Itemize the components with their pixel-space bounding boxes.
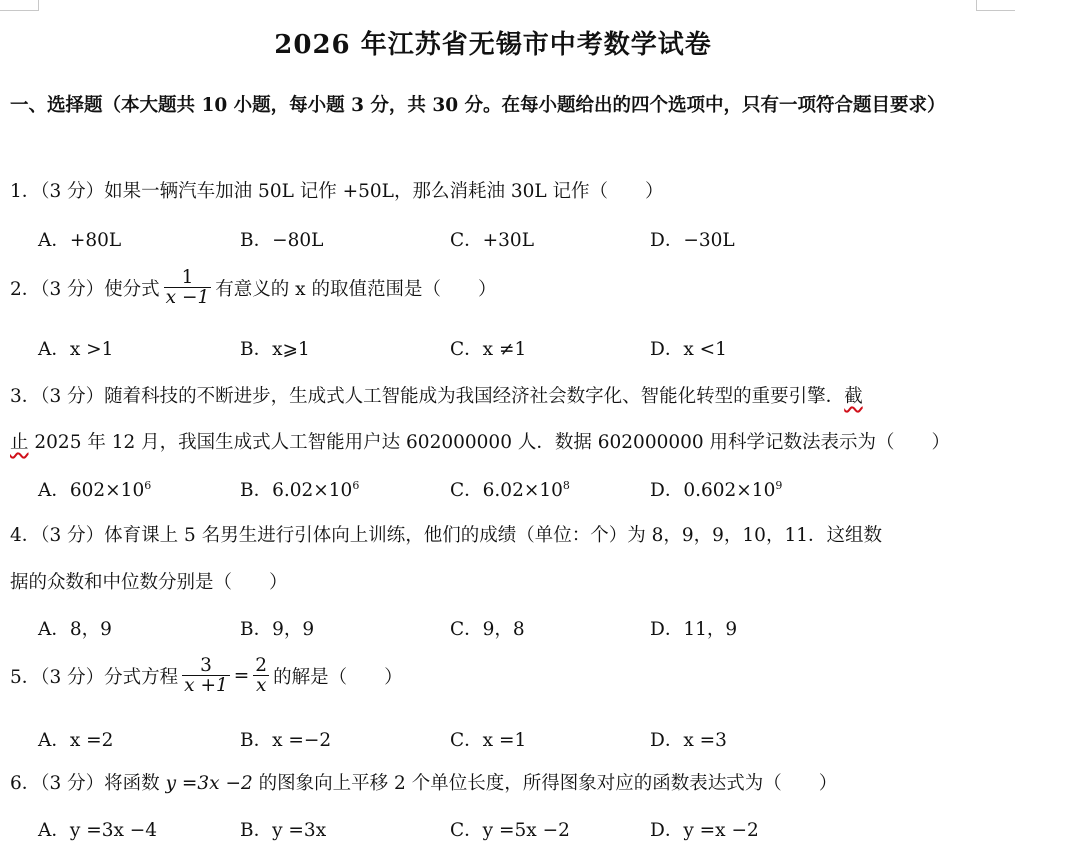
- question-5-option-d: D．x =3: [650, 730, 727, 751]
- page-title: 2026 年江苏省无锡市中考数学试卷: [274, 30, 712, 60]
- question-4-option-d: D．11，9: [650, 619, 738, 640]
- question-5-option-b: B．x =−2: [240, 730, 332, 751]
- question-3-line-2: [10, 428, 950, 454]
- question-6-option-d: D．y =x −2: [650, 820, 759, 841]
- question-4-option-a: A．8，9: [38, 619, 112, 640]
- question-2-option-d: D．x <1: [650, 339, 727, 360]
- question-5-option-c: C．x =1: [450, 730, 527, 751]
- question-5-fraction-right-numerator: 2: [255, 655, 268, 676]
- question-3-option-a-exponent: 6: [144, 478, 152, 492]
- page-corner-mark-right: [976, 0, 1015, 11]
- question-3-option-c-base: C．6.02×10: [450, 480, 563, 501]
- question-2-stem-suffix: 有意义的 x 的取值范围是（ ）: [215, 278, 497, 300]
- question-2-fraction-denominator: x −1: [165, 287, 210, 309]
- question-4-line-2: 据的众数和中位数分别是（ ）: [10, 572, 288, 593]
- question-4-line-1: 4．（3 分）体育课上 5 名男生进行引体向上训练，他们的成绩（单位：个）为 8，9，9，10，11．这组数: [10, 525, 882, 546]
- question-3-line-1: [10, 382, 863, 408]
- question-2-option-c: C．x ≠1: [450, 339, 527, 360]
- spellcheck-underlined-word-continued: 止: [10, 432, 29, 453]
- question-5-fraction-left-numerator: 3: [200, 655, 212, 676]
- page-corner-mark-left: [0, 0, 39, 11]
- question-2-stem-prefix: 2．（3 分）使分式: [10, 278, 160, 300]
- question-3-line-1-text: 3．（3 分）随着科技的不断进步，生成式人工智能成为我国经济社会数字化、智能化转型的重要引擎．: [10, 386, 845, 407]
- question-1-option-b: B．−80L: [240, 230, 324, 251]
- question-1-stem: 1．（3 分）如果一辆汽车加油 50L 记作 +50L，那么消耗油 30L 记作（ ）: [10, 181, 664, 202]
- question-6-option-a: A．y =3x −4: [38, 820, 158, 841]
- question-4-option-c: C．9，8: [450, 619, 525, 640]
- question-5-stem: [10, 656, 403, 696]
- question-6-stem-prefix: 6．（3 分）将函数: [10, 773, 160, 794]
- question-5-fraction-left: [182, 656, 230, 696]
- section-heading: 一、选择题（本大题共 10 小题，每小题 3 分，共 30 分。在每小题给出的四个选项中，只有一项符合题目要求）: [10, 95, 946, 116]
- question-3-option-d-exponent: 9: [775, 478, 783, 492]
- question-6-stem: [10, 769, 837, 795]
- question-2-option-b: B．x⩾1: [240, 339, 310, 360]
- question-1-option-a: A．+80L: [38, 230, 122, 251]
- question-6-function: y =3x −2: [165, 773, 253, 794]
- question-5-fraction-right: [253, 656, 269, 696]
- question-3-option-b: [240, 476, 359, 502]
- question-3-option-a: [38, 476, 151, 502]
- question-6-stem-suffix: 的图象向上平移 2 个单位长度，所得图象对应的函数表达式为（ ）: [258, 773, 838, 794]
- question-2-fraction-numerator: 1: [181, 267, 194, 288]
- question-5-stem-prefix: 5．（3 分）分式方程: [10, 666, 179, 688]
- question-3-option-a-base: A．602×10: [38, 480, 145, 501]
- spellcheck-underlined-word: 截: [844, 386, 863, 407]
- question-2-option-a: A．x >1: [38, 339, 114, 360]
- question-5-fraction-right-denominator: x: [253, 675, 269, 695]
- question-2-fraction: [164, 268, 212, 308]
- question-6-option-c: C．y =5x −2: [450, 820, 570, 841]
- question-3-option-b-base: B．6.02×10: [240, 480, 353, 501]
- question-1-option-c: C．+30L: [450, 230, 534, 251]
- question-3-line-2-text: 2025 年 12 月，我国生成式人工智能用户达 602000000 人．数据 602000000 用科学记数法表示为（ ）: [28, 432, 951, 453]
- question-3-option-d-base: D．0.602×10: [650, 480, 776, 501]
- question-3-option-c: [450, 476, 570, 502]
- question-5-stem-suffix: 的解是（ ）: [273, 666, 403, 688]
- question-3-option-c-exponent: 8: [562, 478, 570, 492]
- question-5-option-a: A．x =2: [38, 730, 114, 751]
- question-5-fraction-left-denominator: x +1: [184, 675, 228, 697]
- question-3-option-b-exponent: 6: [352, 478, 360, 492]
- question-2-stem: [10, 268, 496, 308]
- question-5-equals-sign: =: [233, 665, 250, 687]
- question-3-option-d: [650, 476, 782, 502]
- question-4-option-b: B．9，9: [240, 619, 315, 640]
- question-1-option-d: D．−30L: [650, 230, 735, 251]
- question-6-option-b: B．y =3x: [240, 820, 327, 841]
